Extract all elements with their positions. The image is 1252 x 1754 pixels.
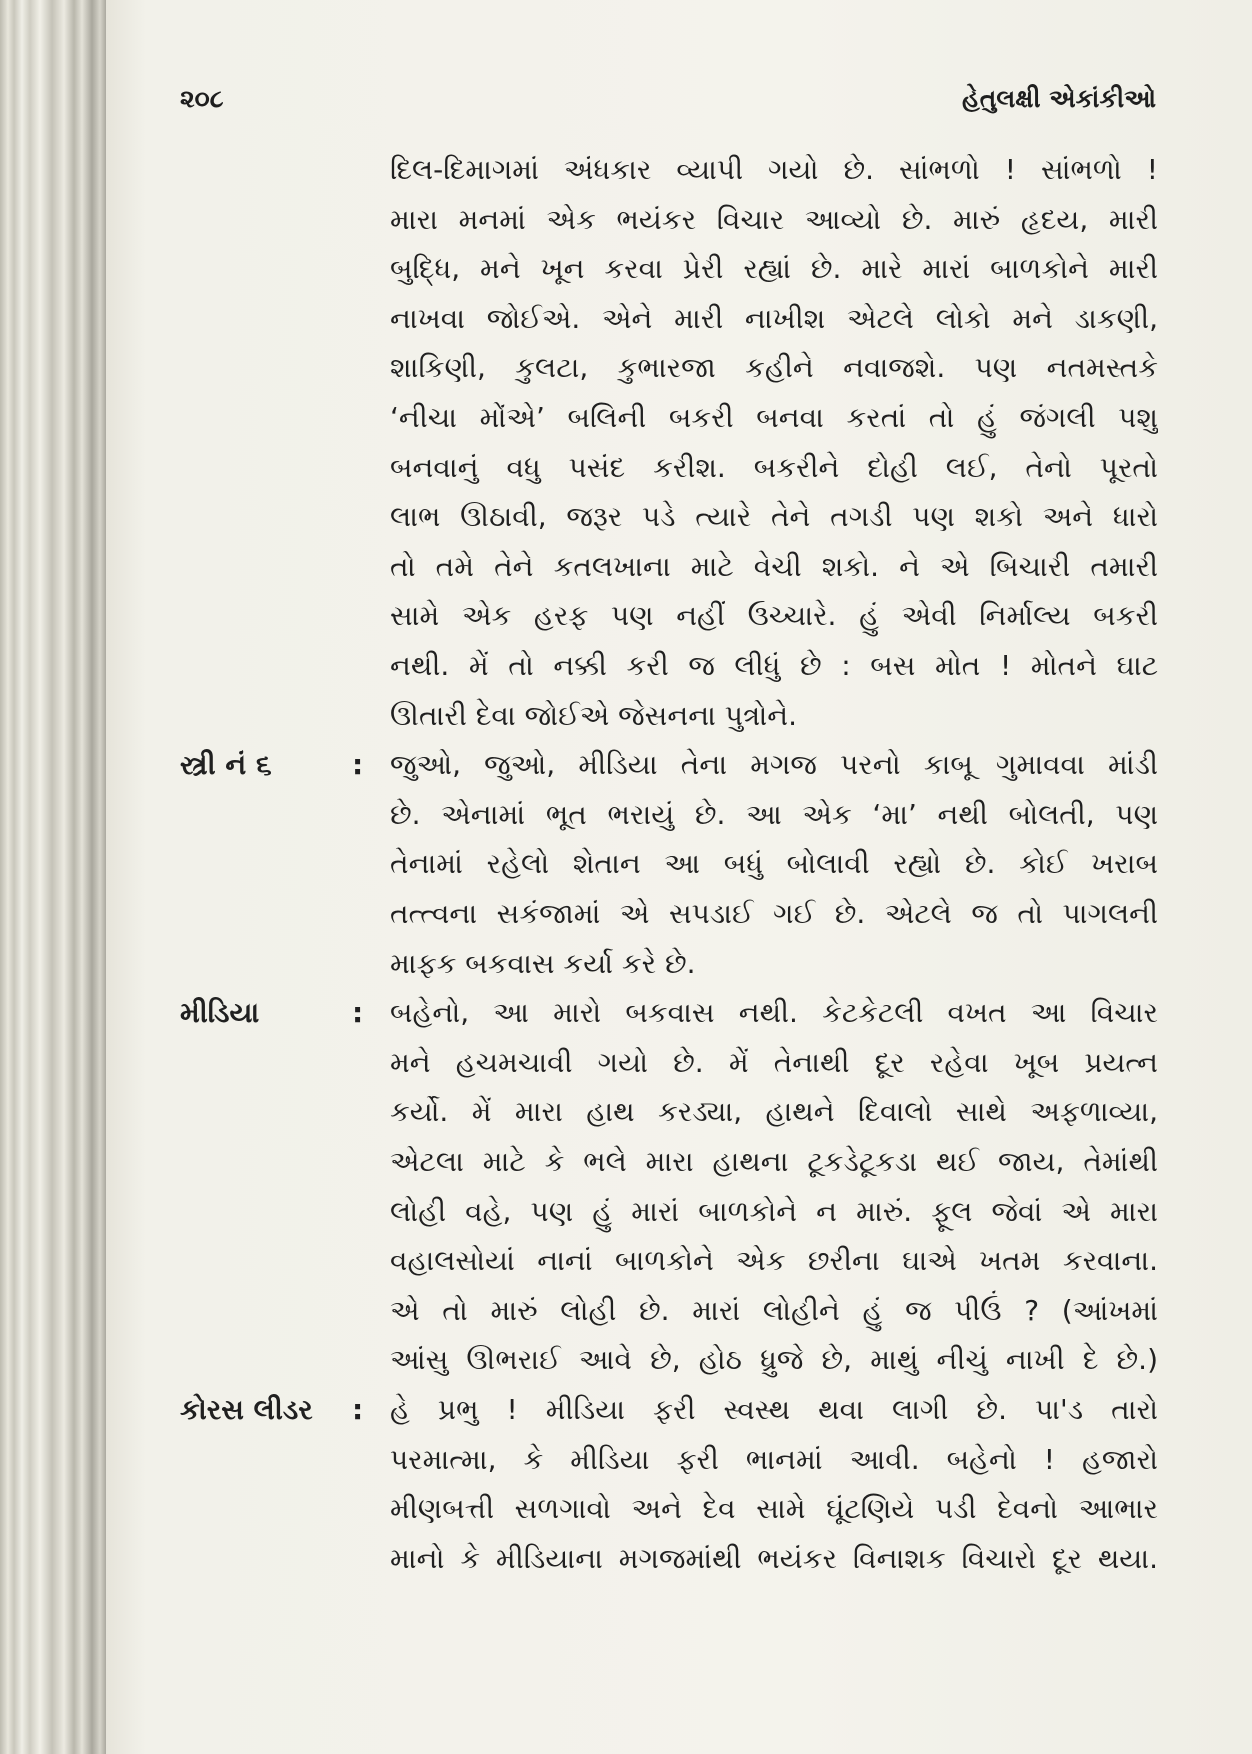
text-line xyxy=(0,593,1252,639)
speaker-colon: : xyxy=(352,996,364,1030)
line-text: છે. એનામાં ભૂત ભરાયું છે. આ એક ‘મા’ નથી બોલતી, પણ xyxy=(390,797,1158,831)
text-line xyxy=(0,246,1252,292)
text-line xyxy=(0,1337,1252,1383)
text-line xyxy=(0,1139,1252,1185)
speaker-name: કોરસ લીડર xyxy=(180,1393,313,1426)
line-text: તત્ત્વના સકંજામાં એ સપડાઈ ગઈ છે. એટલે જ તો પાગલની xyxy=(390,897,1158,930)
text-line xyxy=(0,1486,1252,1532)
running-title: હેતુલક્ષી એકાંકીઓ xyxy=(961,84,1156,113)
text-line xyxy=(0,544,1252,590)
line-text: નથી. મેં તો નક્કી કરી જ લીધું છે : બસ મોત ! મોતને ઘાટ xyxy=(390,649,1158,682)
text-line xyxy=(0,1536,1252,1582)
text-line xyxy=(0,1089,1252,1135)
text-line xyxy=(0,742,1252,788)
text-line xyxy=(0,296,1252,342)
line-text: બનવાનું વધુ પસંદ કરીશ. બકરીને દોહી લઈ, તેનો પૂરતો xyxy=(390,450,1158,484)
line-text: મને હચમચાવી ગયો છે. મેં તેનાથી દૂર રહેવા ખૂબ પ્રયત્ન xyxy=(390,1045,1158,1079)
page-header xyxy=(180,84,1156,124)
line-text: ઊતારી દેવા જોઈએ જેસનના પુત્રોને. xyxy=(390,698,797,732)
line-text: ‘નીચા મોંએ’ બલિની બકરી બનવા કરતાં તો હું જંગલી પશુ xyxy=(390,401,1158,434)
line-text: તેનામાં રહેલો શેતાન આ બધું બોલાવી રહ્યો છે. કોઈ ખરાબ xyxy=(390,847,1158,881)
text-line xyxy=(0,345,1252,391)
line-text: એ તો મારું લોહી છે. મારાં લોહીને હું જ પીઉં ? (આંખમાં xyxy=(390,1293,1158,1327)
line-text: હે પ્રભુ ! મીડિયા ફરી સ્વસ્થ થવા લાગી છે. પા'ડ તારો xyxy=(390,1393,1158,1426)
text-line xyxy=(0,1238,1252,1284)
text-line xyxy=(0,494,1252,540)
text-line xyxy=(0,1288,1252,1334)
text-line xyxy=(0,1040,1252,1086)
line-text: નાખવા જોઈએ. એને મારી નાખીશ એટલે લોકો મને ડાકણી, xyxy=(390,301,1158,335)
line-text: લાભ ઊઠાવી, જરૂર પડે ત્યારે તેને તગડી પણ શકો અને ધારો xyxy=(390,500,1158,534)
speaker-name: સ્ત્રી નં ૬ xyxy=(180,748,272,782)
line-text: મારા મનમાં એક ભયંકર વિચાર આવ્યો છે. મારું હૃદય, મારી xyxy=(390,202,1158,236)
text-line xyxy=(0,1437,1252,1483)
text-line xyxy=(0,1189,1252,1235)
line-text: મીણબત્તી સળગાવો અને દેવ સામે ઘૂંટણિયે પડી દેવનો આભાર xyxy=(390,1492,1158,1526)
text-line xyxy=(0,841,1252,887)
speaker-colon: : xyxy=(352,748,364,782)
text-line xyxy=(0,395,1252,441)
speaker-name: મીડિયા xyxy=(180,996,260,1030)
speaker-colon: : xyxy=(352,1393,364,1426)
line-text: દિલ-દિમાગમાં અંધકાર વ્યાપી ગયો છે. સાંભળો ! સાંભળો ! xyxy=(390,153,1158,186)
line-text: આંસુ ઊભરાઈ આવે છે, હોઠ ધ્રુજે છે, માથું નીચું નાખી દે છે.) xyxy=(390,1343,1158,1377)
line-text: પરમાત્મા, કે મીડિયા ફરી ભાનમાં આવી. બહેનો ! હજારો xyxy=(390,1442,1158,1476)
text-line xyxy=(0,1387,1252,1433)
line-text: જુઓ, જુઓ, મીડિયા તેના મગજ પરનો કાબૂ ગુમાવવા માંડી xyxy=(390,748,1158,782)
text-line xyxy=(0,147,1252,193)
text-line xyxy=(0,643,1252,689)
text-line xyxy=(0,941,1252,987)
text-line xyxy=(0,693,1252,739)
text-line xyxy=(0,891,1252,937)
text-line xyxy=(0,990,1252,1036)
line-text: બહેનો, આ મારો બકવાસ નથી. કેટકેટલી વખત આ વિચાર xyxy=(390,996,1158,1030)
page-number: ૨૦૮ xyxy=(180,84,224,113)
line-text: સામે એક હરફ પણ નહીં ઉચ્ચારે. હું એવી નિર્માલ્ય બકરી xyxy=(390,599,1158,633)
line-text: વહાલસોયાં નાનાં બાળકોને એક છરીના ઘાએ ખતમ કરવાના. xyxy=(390,1244,1158,1278)
line-text: બુદ્ધિ, મને ખૂન કરવા પ્રેરી રહ્યાં છે. મારે મારાં બાળકોને મારી xyxy=(390,252,1158,286)
line-text: શાકિણી, કુલટા, કુભારજા કહીને નવાજશે. પણ નતમસ્તકે xyxy=(390,351,1158,385)
line-text: એટલા માટે કે ભલે મારા હાથના ટૂકડેટૂકડા થઈ જાય, તેમાંથી xyxy=(390,1145,1158,1178)
line-text: માનો કે મીડિયાના મગજમાંથી ભયંકર વિનાશક વિચારો દૂર થયા. xyxy=(390,1541,1158,1575)
line-text: લોહી વહે, પણ હું મારાં બાળકોને ન મારું. ફૂલ જેવાં એ મારા xyxy=(390,1194,1158,1228)
text-line xyxy=(0,792,1252,838)
line-text: માફક બકવાસ કર્યા કરે છે. xyxy=(390,946,696,980)
text-line xyxy=(0,197,1252,243)
line-text: તો તમે તેને કતલખાના માટે વેચી શકો. ને એ બિચારી તમારી xyxy=(390,549,1158,583)
text-line xyxy=(0,445,1252,491)
line-text: કર્યો. મેં મારા હાથ કરડ્યા, હાથને દિવાલો સાથે અફળાવ્યા, xyxy=(390,1095,1158,1129)
